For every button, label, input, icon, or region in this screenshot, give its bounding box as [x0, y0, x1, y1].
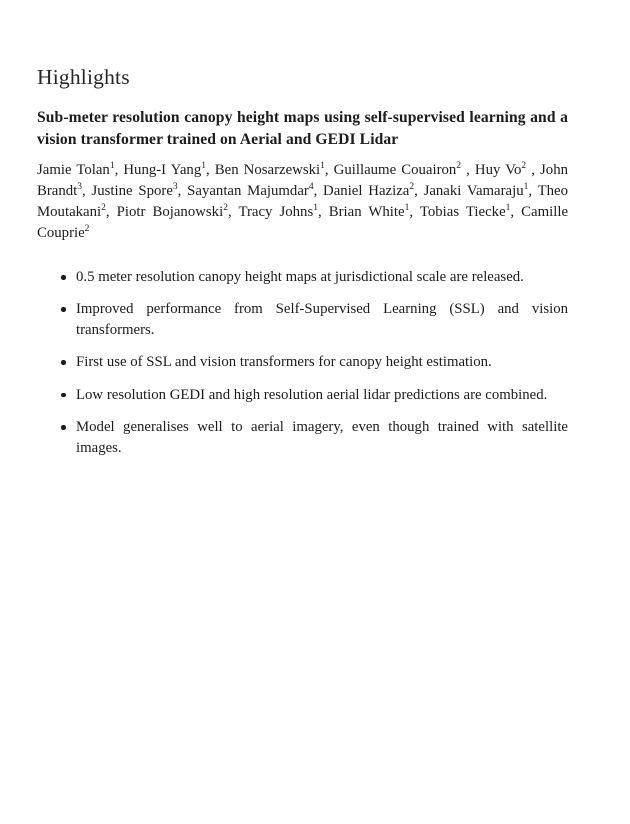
- author: Sayantan Majumdar$^4$: [187, 182, 314, 199]
- author-affiliation-superscript: 1: [109, 161, 115, 172]
- author: Huy Vo$^2$: [474, 161, 527, 178]
- author: Tobias Tiecke$^1$: [419, 203, 511, 220]
- author-affiliation-superscript: 1: [404, 203, 410, 214]
- author-affiliation-superscript: 1: [313, 203, 318, 214]
- author-list: Jamie Tolan$^1$, Hung-I Yang$^1$, Ben Nosarzewski$^1$, Guillaume Couairon$^2$ , Huy Vo$^2$ , John Brandt$^3$, Justine Spore$^3$, Sayantan Majumdar$^4$, Daniel Haziza$^2$, Janaki Vamaraju$^1$, Theo Moutakani$^2$, Piotr Bojanowski$^2$, Tracy Johns$^1$, Brian White$^1$, Tobias Tiecke$^1$, Camille Couprie$^2$: [37, 161, 569, 241]
- author: John Brandt$^3$: [37, 162, 568, 199]
- bullet-icon: [61, 275, 66, 280]
- author: Jamie Tolan$^1$: [37, 161, 115, 178]
- author-affiliation-superscript: 3: [77, 182, 83, 193]
- highlight-item: 0.5 meter resolution canopy height maps at jurisdictional scale are released.: [37, 267, 568, 288]
- author: Piotr Bojanowski$^2$: [116, 203, 228, 220]
- bullet-icon: [61, 307, 66, 312]
- bullet-icon: [61, 393, 66, 398]
- section-title: Highlights: [37, 65, 130, 89]
- author: Justine Spore$^3$: [91, 182, 178, 199]
- author-affiliation-superscript: 2: [101, 203, 106, 214]
- highlight-item: First use of SSL and vision transformers for canopy height estimation.: [37, 352, 568, 373]
- author: Janaki Vamaraju$^1$: [423, 182, 529, 199]
- highlight-item: Improved performance from Self-Supervised Learning (SSL) and vision transformers.: [37, 299, 568, 341]
- bullet-icon: [61, 360, 66, 365]
- author-affiliation-superscript: 4: [308, 182, 314, 193]
- bullet-icon: [61, 425, 66, 430]
- author: Brian White$^1$: [328, 203, 410, 220]
- author: Ben Nosarzewski$^1$: [214, 161, 325, 178]
- highlights-list: [37, 267, 568, 459]
- author: Camille Couprie$^2$: [37, 204, 569, 241]
- highlight-item: Model generalises well to aerial imagery, even though trained with satellite images.: [37, 417, 568, 459]
- author: Tracy Johns$^1$: [238, 203, 318, 220]
- author-affiliation-superscript: 2: [521, 161, 527, 172]
- author-affiliation-superscript: 2: [456, 161, 462, 172]
- author: Hung-I Yang$^1$: [123, 161, 206, 178]
- author-affiliation-superscript: 3: [172, 182, 178, 193]
- author: Theo Moutakani$^2$: [37, 183, 568, 220]
- author: Guillaume Couairon$^2$: [333, 161, 462, 178]
- author-affiliation-superscript: 2: [84, 224, 90, 235]
- author-affiliation-superscript: 2: [223, 203, 228, 214]
- author-affiliation-superscript: 1: [320, 161, 325, 172]
- author-affiliation-superscript: 1: [201, 161, 206, 172]
- author-affiliation-superscript: 1: [523, 182, 529, 193]
- page-content: [37, 64, 568, 470]
- highlight-item: Low resolution GEDI and high resolution aerial lidar predictions are combined.: [37, 385, 568, 406]
- author-affiliation-superscript: 2: [409, 182, 415, 193]
- paper-title: Sub-meter resolution canopy height maps using self-supervised learning and a vision transformer trained on Aerial and GEDI Lidar: [37, 109, 568, 148]
- author: Daniel Haziza$^2$: [323, 182, 415, 199]
- author-affiliation-superscript: 1: [505, 203, 511, 214]
